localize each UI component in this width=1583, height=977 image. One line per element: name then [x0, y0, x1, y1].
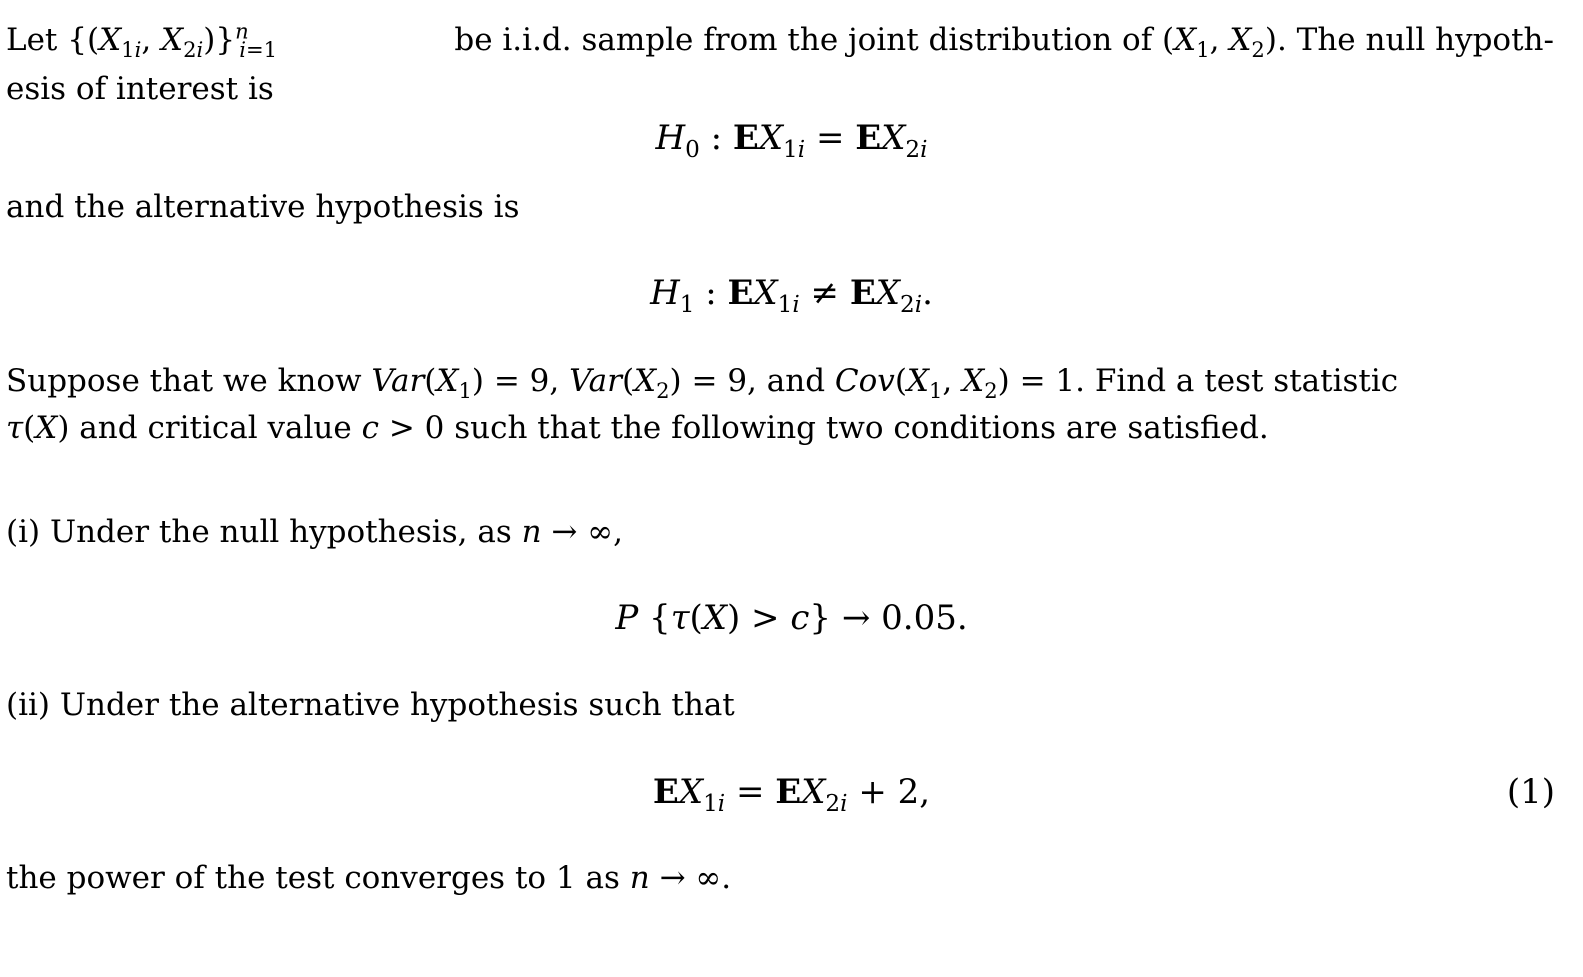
- paragraph-2-line-1: [6, 361, 1554, 404]
- paragraph-2-line-1-text: Suppose that we know $Var(X_1) = 9$, $Var(X_2) = 9$, and $Cov(X_1$, $X_2) = 1$. Find a test statistic: [6, 363, 1399, 404]
- paragraph-1-line-1: [6, 18, 1554, 63]
- paragraph-2-line-2: τ(X) and critical value c > 0 such that the following two conditions are satisfied.: [6, 410, 1269, 446]
- sample-set-notation: {($X_{1i}$, $X_{2i})\}^n_{i=1}$: [67, 18, 278, 63]
- paragraph-1-line-1-rest: be i.i.d. sample from the joint distribution of ($X_1$, $X_2$). The null hypoth-: [454, 22, 1554, 63]
- paragraph-1-line-2: esis of interest is: [6, 71, 274, 107]
- condition-ii-text: (ii) Under the alternative hypothesis such that: [6, 687, 735, 723]
- paragraph-1-line-1-text: Let {($X_{1i}$, $X_{2i})\}^n_{i=1}$: [6, 18, 278, 63]
- closing-text: the power of the test converges to 1 as n → ∞.: [6, 860, 732, 896]
- power-condition-equation: $EX_{1i} = EX_{2i} + 2$,: [652, 772, 931, 817]
- equation-number: (1): [1506, 772, 1555, 812]
- null-hypothesis-equation: $H_0$ : $EX_{1i} = EX_{2i}$: [655, 118, 928, 163]
- condition-i-text: (i) Under the null hypothesis, as n → ∞,: [6, 514, 623, 550]
- size-condition-equation: P {τ(X) > c} → 0.05.: [615, 598, 968, 638]
- alternative-hypothesis-equation: $H_1$ : $EX_{1i} \ne EX_{2i}$.: [650, 273, 933, 318]
- alternative-intro-text: and the alternative hypothesis is: [6, 189, 520, 225]
